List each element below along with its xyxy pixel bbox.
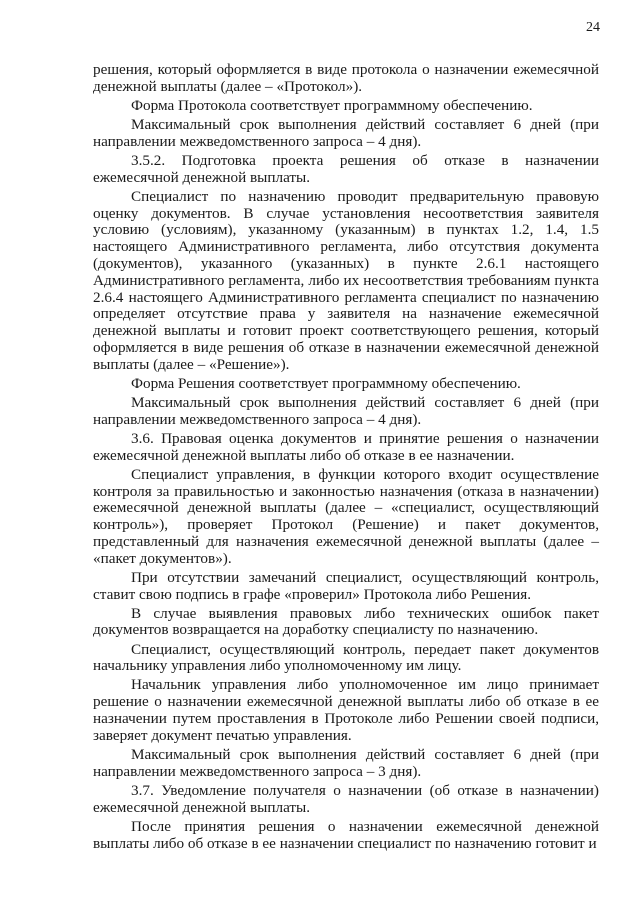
page-number: 24 (586, 20, 600, 35)
paragraph: При отсутствии замечаний специалист, осуществляющий контроль, ставит свою подпись в графе «проверил» Протокола либо Решения. (93, 568, 599, 603)
paragraph: Начальник управления либо уполномоченное им лицо принимает решение о назначении ежемесячной денежной выплаты либо об отказе в ее назначении путем проставления в Протоколе либо Решении своей подписи, заверяет документ печатью управления. (93, 676, 599, 744)
paragraph: Максимальный срок выполнения действий составляет 6 дней (при направлении межведомственного запроса – 3 дня). (93, 745, 599, 780)
section-heading: 3.5.2. Подготовка проекта решения об отказе в назначении ежемесячной денежной выплаты. (93, 151, 599, 186)
paragraph: После принятия решения о назначении ежемесячной денежной выплаты либо об отказе в ее назначении специалист по назначению готовит и (93, 817, 599, 852)
paragraph: Специалист, осуществляющий контроль, передает пакет документов начальнику управления либо уполномоченному им лицу. (93, 640, 599, 675)
paragraph: В случае выявления правовых либо технических ошибок пакет документов возвращается на доработку специалисту по назначению. (93, 604, 599, 639)
section-heading: 3.7. Уведомление получателя о назначении (об отказе в назначении) ежемесячной денежной выплаты. (93, 781, 599, 816)
paragraph: Форма Решения соответствует программному обеспечению. (131, 374, 521, 392)
paragraph: решения, который оформляется в виде протокола о назначении ежемесячной денежной выплаты (далее – «Протокол»). (93, 61, 599, 95)
paragraph: Максимальный срок выполнения действий составляет 6 дней (при направлении межведомственного запроса – 4 дня). (93, 393, 599, 428)
section-heading: 3.6. Правовая оценка документов и принятие решения о назначении ежемесячной денежной выплаты либо об отказе в ее назначении. (93, 429, 599, 464)
document-body (93, 62, 599, 855)
paragraph: Специалист управления, в функции которого входит осуществление контроля за правильностью и законностью назначения (отказа в назначении) ежемесячной денежной выплаты (далее – «специалист, осуществляющий контроль»), проверяет Протокол (Решение) и пакет документов, представленный для назначения ежемесячной денежной выплаты (далее – «пакет документов»). (93, 465, 599, 567)
paragraph: Форма Протокола соответствует программному обеспечению. (131, 96, 533, 114)
paragraph: Максимальный срок выполнения действий составляет 6 дней (при направлении межведомственного запроса – 4 дня). (93, 115, 599, 150)
paragraph: Специалист по назначению проводит предварительную правовую оценку документов. В случае установления несоответствия заявителя условию (условиям), указанному (указанным) в пунктах 1.2, 1.4, 1.5 настоящего Административного регламента, либо отсутствия документа (документов), указанного (указанных) в пункте 2.6.1 настоящего Административного регламента, либо их несоответствия требованиям пункта 2.6.4 настоящего Административного регламента специалист по назначению определяет отсутствие права у заявителя на назначение ежемесячной денежной выплаты и готовит проект соответствующего решения, который оформляется в виде решения об отказе в назначении ежемесячной денежной выплаты (далее – «Решение»). (93, 187, 599, 373)
